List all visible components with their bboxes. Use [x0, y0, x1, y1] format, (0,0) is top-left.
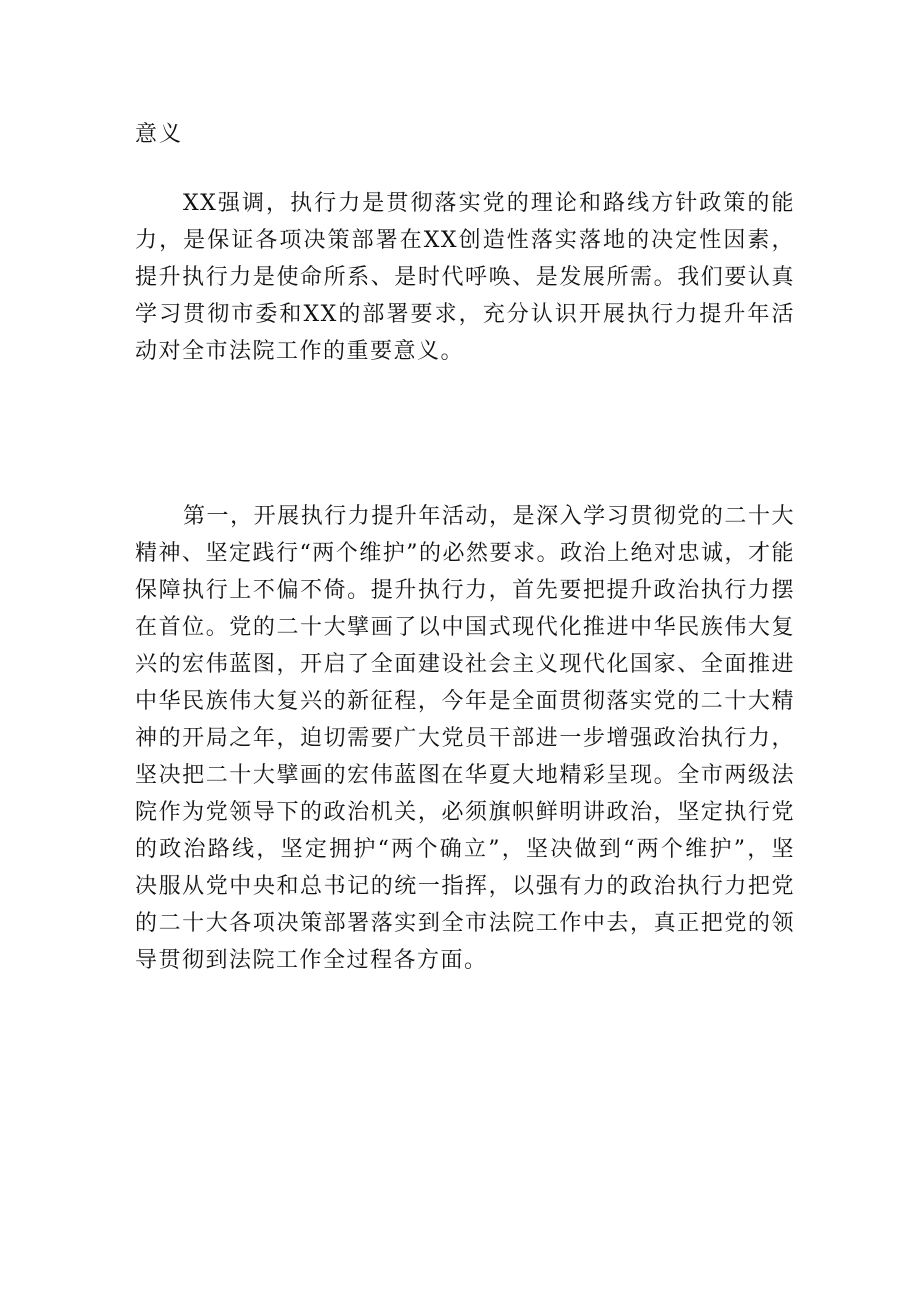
paragraph-2: 第一，开展执行力提升年活动，是深入学习贯彻党的二十大精神、坚定践行“两个维护”的必然要求。政治上绝对忠诚，才能保障执行上不偏不倚。提升执行力，首先要把提升政治执行力摆在首位。党的二十大擘画了以中国式现代化推进中华民族伟大复兴的宏伟蓝图，开启了全面建设社会主义现代化国家、全面推进中华民族伟大复兴的新征程，今年是全面贯彻落实党的二十大精神的开局之年，迫切需要广大党员干部进一步增强政治执行力，坚决把二十大擘画的宏伟蓝图在华夏大地精彩呈现。全市两级法院作为党领导下的政治机关，必须旗帜鲜明讲政治，坚定执行党的政治路线，坚定拥护“两个确立”，坚决做到“两个维护”，坚决服从党中央和总书记的统一指挥，以强有力的政治执行力把党的二十大各项决策部署落实到全市法院工作中去，真正把党的领导贯彻到法院工作全过程各方面。: [135, 504, 795, 973]
heading-tail-text: 意义: [135, 122, 184, 147]
paragraph-1: XX强调，执行力是贯彻落实党的理论和路线方针政策的能力，是保证各项决策部署在XX创造性落实落地的决定性因素，提升执行力是使命所系、是时代呼唤、是发展所需。我们要认真学习贯彻市委和XX的部署要求，充分认识开展执行力提升年活动对全市法院工作的重要意义。: [135, 191, 795, 364]
